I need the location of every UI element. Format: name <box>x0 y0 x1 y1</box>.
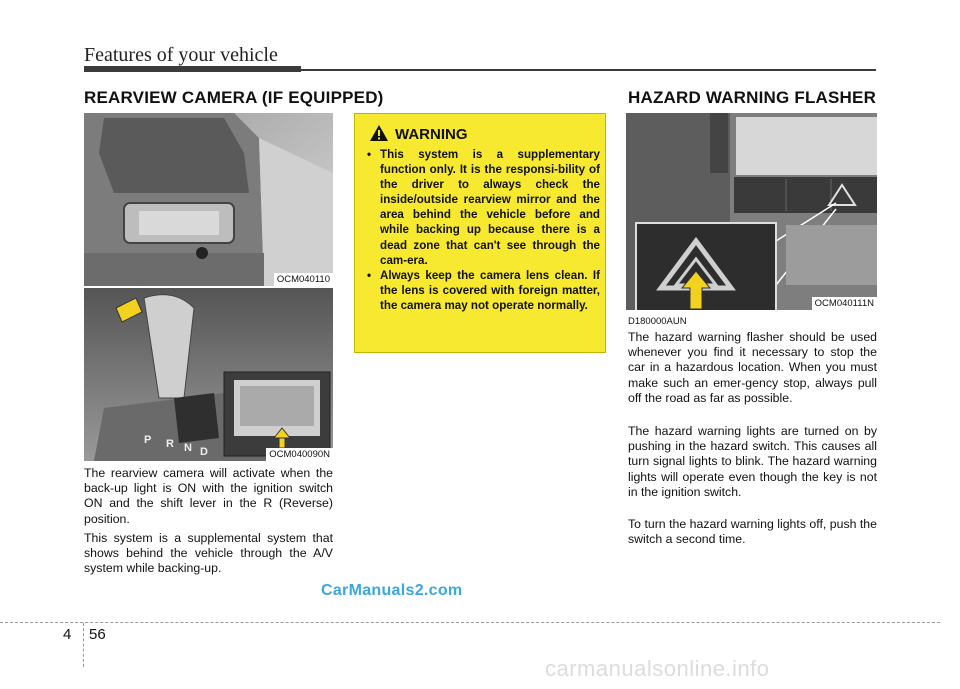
footer-divider <box>0 622 940 623</box>
shift-letter-d: D <box>200 446 208 458</box>
header-rule-thin <box>301 69 876 71</box>
rearview-section-title: REARVIEW CAMERA (IF EQUIPPED) <box>84 88 384 107</box>
page-number: 56 <box>89 626 106 643</box>
warning-item: • Always keep the camera lens clean. If the lens is covered with foreign matter, the camera may not operate normally. <box>367 268 600 312</box>
shift-lever-photo <box>84 288 333 461</box>
hazard-section-title: HAZARD WARNING FLASHER <box>628 88 877 107</box>
warning-title: WARNING <box>395 126 468 143</box>
hazard-switch-photo <box>626 113 877 310</box>
watermark-link[interactable]: CarManuals2.com <box>321 582 463 599</box>
warning-list <box>367 147 600 313</box>
footer-site-watermark: carmanualsonline.info <box>545 656 770 681</box>
hazard-paragraph-2: The hazard warning lights are turned on by pushing in the hazard switch. This causes all turn signal lights to blink. The hazard warning lights will operate even though the key is not in the ignition switch. <box>628 424 877 499</box>
warning-box <box>354 113 606 353</box>
footer-vertical-divider <box>83 623 84 667</box>
rearview-paragraph-2: This system is a supplemental system that shows behind the vehicle through the A/V system while backing-up. <box>84 531 333 576</box>
shift-letter-r: R <box>166 438 174 450</box>
hazard-switch-photo-caption: OCM040111N <box>812 297 877 310</box>
header-rule-thick <box>84 66 301 72</box>
warning-item: • This system is a supplementary function only. It is the responsi-bility of the driver to always check the inside/outside rearview mirror and the area behind the vehicle before and while backing up because there is a dead zone that can't see through the cam-era. <box>367 148 600 267</box>
rear-hatch-photo-caption: OCM040110 <box>274 273 333 286</box>
warning-triangle-icon <box>369 124 389 142</box>
hazard-section-code: D180000AUN <box>628 316 687 327</box>
hazard-paragraph-1: The hazard warning flasher should be used whenever you find it necessary to stop the car in a hazardous location. When you must make such an emer-gency stop, always pull off the road as far as possible. <box>628 330 877 405</box>
rearview-paragraph-1: The rearview camera will activate when the back-up light is ON with the ignition switch ON and the shift lever in the R (Reverse) position. <box>84 466 333 526</box>
page-chapter-number: 4 <box>63 626 72 643</box>
page-header-title: Features of your vehicle <box>84 44 278 66</box>
rear-hatch-photo <box>84 113 333 286</box>
shift-lever-photo-caption: OCM040090N <box>266 448 333 461</box>
hazard-paragraph-3: To turn the hazard warning lights off, push the switch a second time. <box>628 517 877 547</box>
shift-letter-n: N <box>184 442 192 454</box>
shift-letter-p: P <box>144 434 152 446</box>
